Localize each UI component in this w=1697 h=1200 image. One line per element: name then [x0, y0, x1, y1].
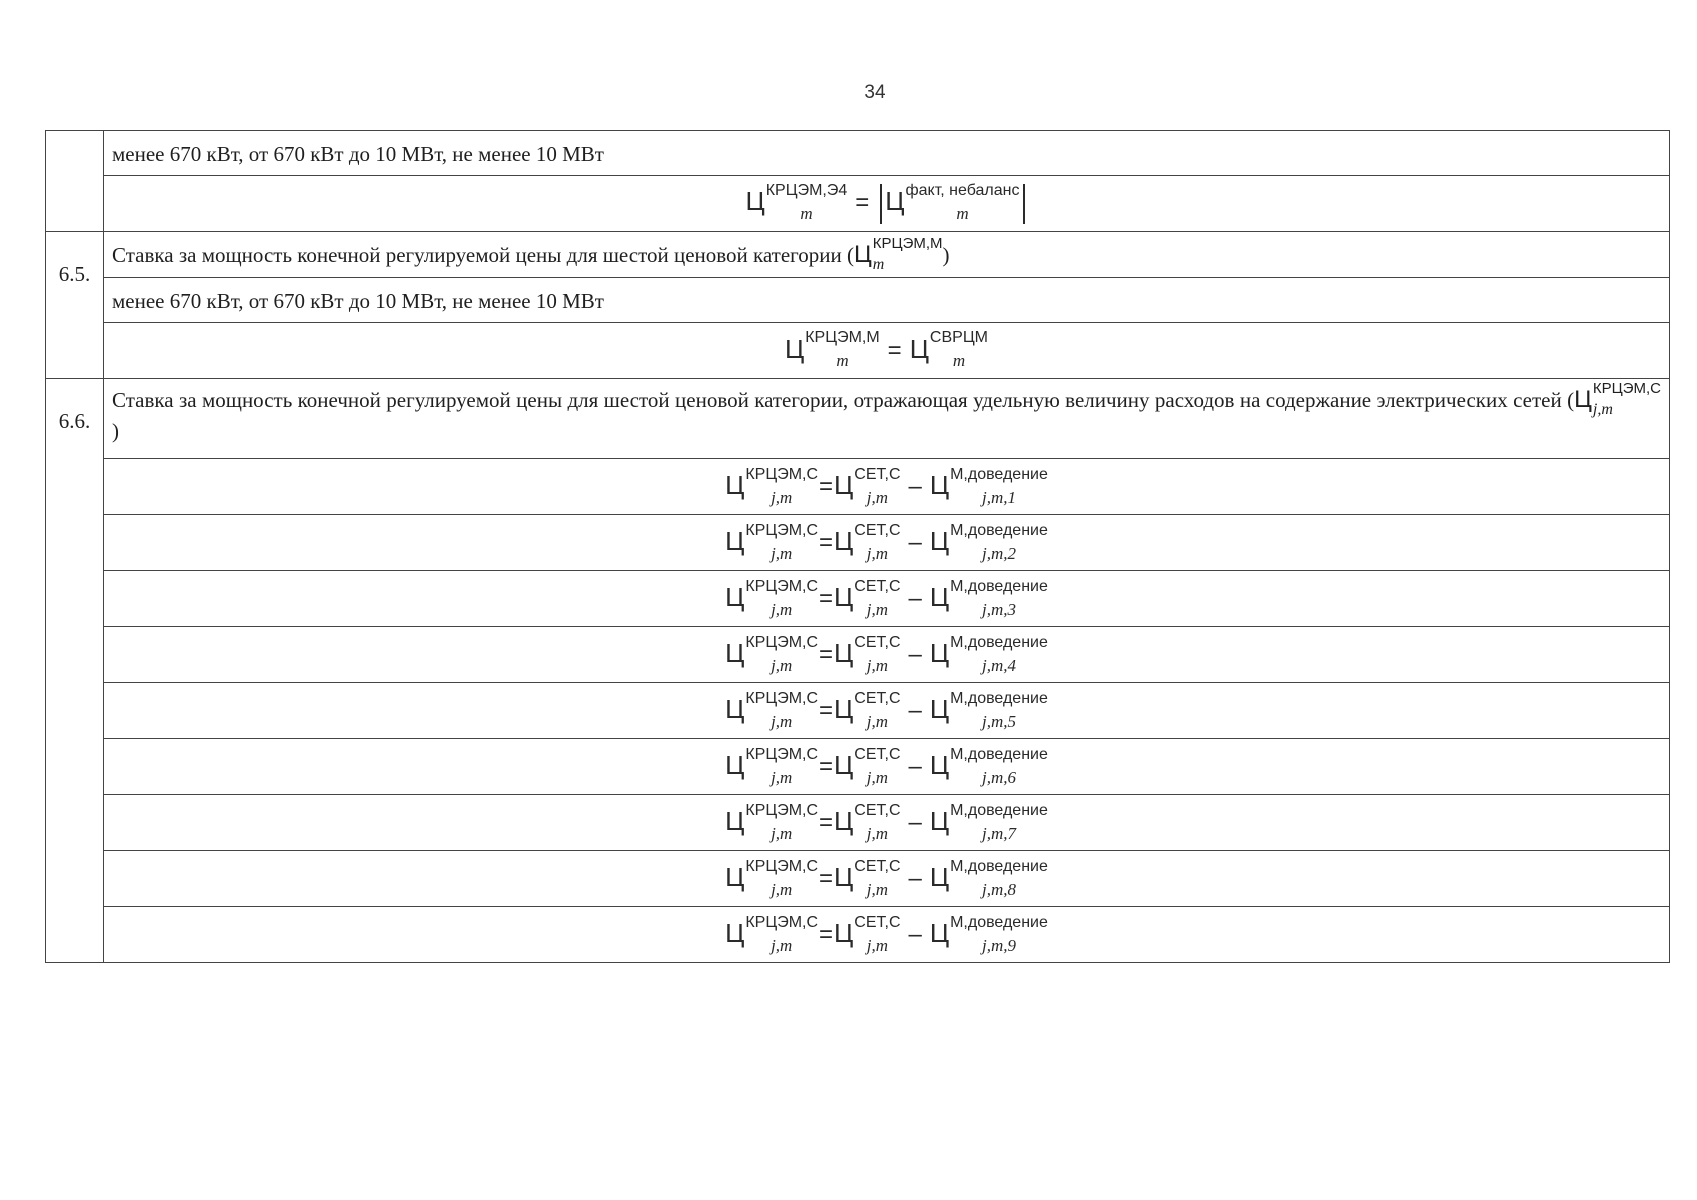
formula-cell: [104, 627, 1670, 683]
table-row: [46, 627, 1670, 683]
row-title: Ставка за мощность конечной регулируемой цены для шестой ценовой категории, отражающая удельную величину расходов на содержание электрических сетей (Ц КРЦЭМ,С j,m ): [104, 379, 1670, 459]
formula-cell: [104, 739, 1670, 795]
table-row: [46, 795, 1670, 851]
formula-cell: [104, 571, 1670, 627]
formula-cell: [104, 459, 1670, 515]
table-row: [46, 379, 1670, 459]
row-number: 6.6.: [46, 379, 104, 963]
row-number-empty: [46, 131, 104, 232]
formula-network: Ц КРЦЭМ,С j,m =Ц СЕТ,С j,m – Ц М,доведение j,m,2: [725, 521, 1048, 563]
table-row: [46, 515, 1670, 571]
condition-text: менее 670 кВт, от 670 кВт до 10 МВт, не менее 10 МВт: [104, 131, 1670, 176]
formula-cell: [104, 683, 1670, 739]
abs-bar-right: [1023, 184, 1025, 224]
formula-cell: [104, 851, 1670, 907]
formula-network: Ц КРЦЭМ,С j,m =Ц СЕТ,С j,m – Ц М,доведение j,m,7: [725, 801, 1048, 843]
table-row: [46, 176, 1670, 232]
table-row: [46, 571, 1670, 627]
table-row: [46, 278, 1670, 323]
table-row: [46, 131, 1670, 176]
formula-network: Ц КРЦЭМ,С j,m =Ц СЕТ,С j,m – Ц М,доведение j,m,8: [725, 857, 1048, 899]
formula-cell: [104, 323, 1670, 379]
abs-bar-left: [880, 184, 882, 224]
table-row: [46, 683, 1670, 739]
row-number: 6.5.: [46, 232, 104, 379]
formula-cell: [104, 176, 1670, 232]
formula-network: Ц КРЦЭМ,С j,m =Ц СЕТ,С j,m – Ц М,доведение j,m,1: [725, 465, 1048, 507]
page-number: 34: [864, 82, 886, 103]
formula-m: Ц КРЦЭМ,М m = Ц СВРЦМ m: [785, 329, 988, 371]
condition-text: менее 670 кВт, от 670 кВт до 10 МВт, не менее 10 МВт: [104, 278, 1670, 323]
table-row: [46, 232, 1670, 278]
table-row: [46, 323, 1670, 379]
price-symbol: Ц факт, небаланс m: [885, 182, 1020, 223]
formula-network: Ц КРЦЭМ,С j,m =Ц СЕТ,С j,m – Ц М,доведение j,m,6: [725, 745, 1048, 787]
formula-network: Ц КРЦЭМ,С j,m =Ц СЕТ,С j,m – Ц М,доведение j,m,9: [725, 913, 1048, 955]
formula-e4: Ц КРЦЭМ,Э4 m = Ц факт, небаланс m: [746, 184, 1028, 224]
formula-cell: [104, 907, 1670, 963]
table-row: [46, 907, 1670, 963]
table-row: [46, 459, 1670, 515]
table-row: [46, 739, 1670, 795]
formula-cell: [104, 515, 1670, 571]
price-symbol: Ц КРЦЭМ,Э4 m: [745, 182, 848, 223]
table-row: [46, 851, 1670, 907]
row-title: Ставка за мощность конечной регулируемой цены для шестой ценовой категории (Ц КРЦЭМ,М m ): [104, 232, 1670, 278]
formula-network: Ц КРЦЭМ,С j,m =Ц СЕТ,С j,m – Ц М,доведение j,m,4: [725, 633, 1048, 675]
formula-cell: [104, 795, 1670, 851]
formula-network: Ц КРЦЭМ,С j,m =Ц СЕТ,С j,m – Ц М,доведение j,m,5: [725, 689, 1048, 731]
tariff-table: [45, 130, 1670, 963]
formula-network: Ц КРЦЭМ,С j,m =Ц СЕТ,С j,m – Ц М,доведение j,m,3: [725, 577, 1048, 619]
